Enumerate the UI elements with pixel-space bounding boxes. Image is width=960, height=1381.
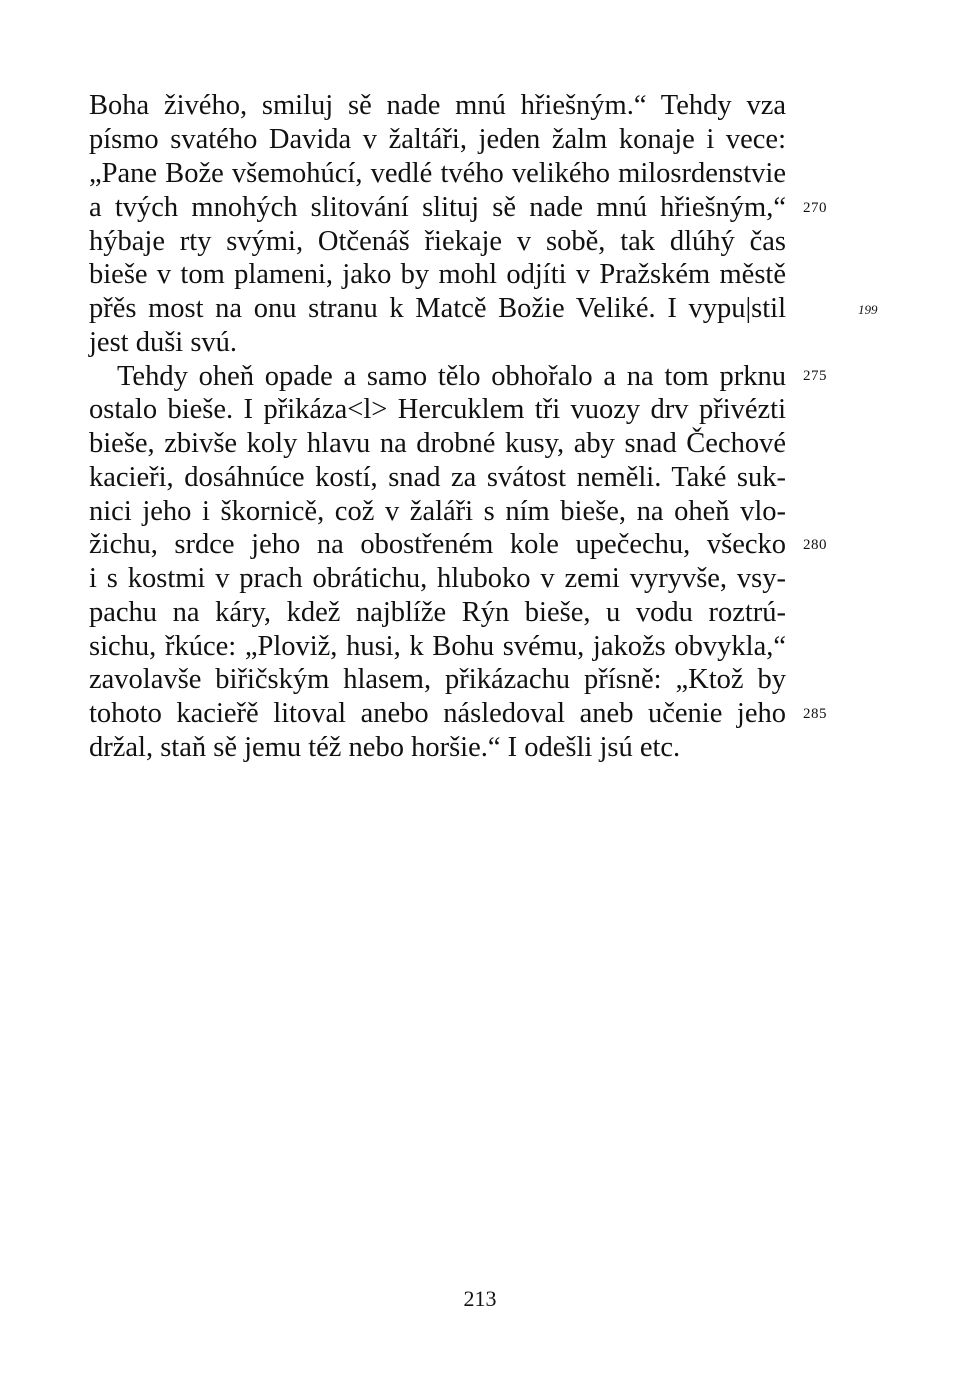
text-line-8: jest duši svú. (89, 327, 238, 358)
text-line-18: zavolavše biřičským hlasem, přikázachu přísně: „Ktož by (89, 664, 786, 695)
text-line-3: „Pane Bože všemohúcí, vedlé tvého velikého milosrdenstvie (89, 158, 786, 189)
page-number: 213 (463, 1286, 497, 1311)
text-line-5: hýbaje rty svými, Otčenáš řiekaje v sobě, tak dlúhý čas (89, 226, 786, 257)
text-line-4: a tvých mnohých slitování slituj sě nade mnú hřiešným,“ (89, 192, 786, 223)
folio-marker: 199 (858, 302, 878, 317)
line-number-275: 275 (803, 368, 827, 384)
text-line-6: bieše v tom plameni, jako by mohl odjíti v Pražském městě (89, 259, 786, 290)
text-line-16: pachu na káry, kdež najblíže Rýn bieše, u vodu roztrú- (89, 597, 786, 628)
text-line-2: písmo svatého Davida v žaltáři, jeden žalm konaje i vece: (89, 124, 786, 155)
line-number-285: 285 (803, 706, 827, 722)
text-line-11: bieše, zbivše koly hlavu na drobné kusy, aby snad Čechové (89, 428, 786, 459)
text-line-20: držal, staň sě jemu též nebo horšie.“ I odešli jsú etc. (89, 732, 681, 763)
text-line-1: Boha živého, smiluj sě nade mnú hřiešným.“ Tehdy vza (89, 90, 786, 121)
text-line-14: žichu, srdce jeho na obostřeném kole upečechu, všecko (89, 529, 786, 560)
line-number-270: 270 (803, 200, 827, 216)
text-line-9: Tehdy oheň opade a samo tělo obhořalo a na tom prknu (117, 361, 786, 392)
text-line-15: i s kostmi v prach obrátichu, hluboko v zemi vyryvše, vsy- (89, 563, 786, 594)
text-line-13: nici jeho i škornicě, což v žaláři s ním bieše, na oheň vlo- (89, 496, 786, 527)
line-number-280: 280 (803, 537, 827, 553)
text-line-17: sichu, řkúce: „Ploviž, husi, k Bohu svému, jakožs obvykla,“ (89, 631, 786, 662)
text-line-10: ostalo bieše. I přikáza<l> Hercuklem tři vuozy drv přivézti (89, 394, 786, 425)
text-line-12: kacieři, dosáhnúce kostí, snad za svátost neměli. Také suk- (89, 462, 786, 493)
text-line-19: tohoto kacieřě litoval anebo následoval aneb učenie jeho (89, 698, 786, 729)
text-line-7: přěs most na onu stranu k Matcě Božie Veliké. I vypu|stil (89, 293, 786, 324)
